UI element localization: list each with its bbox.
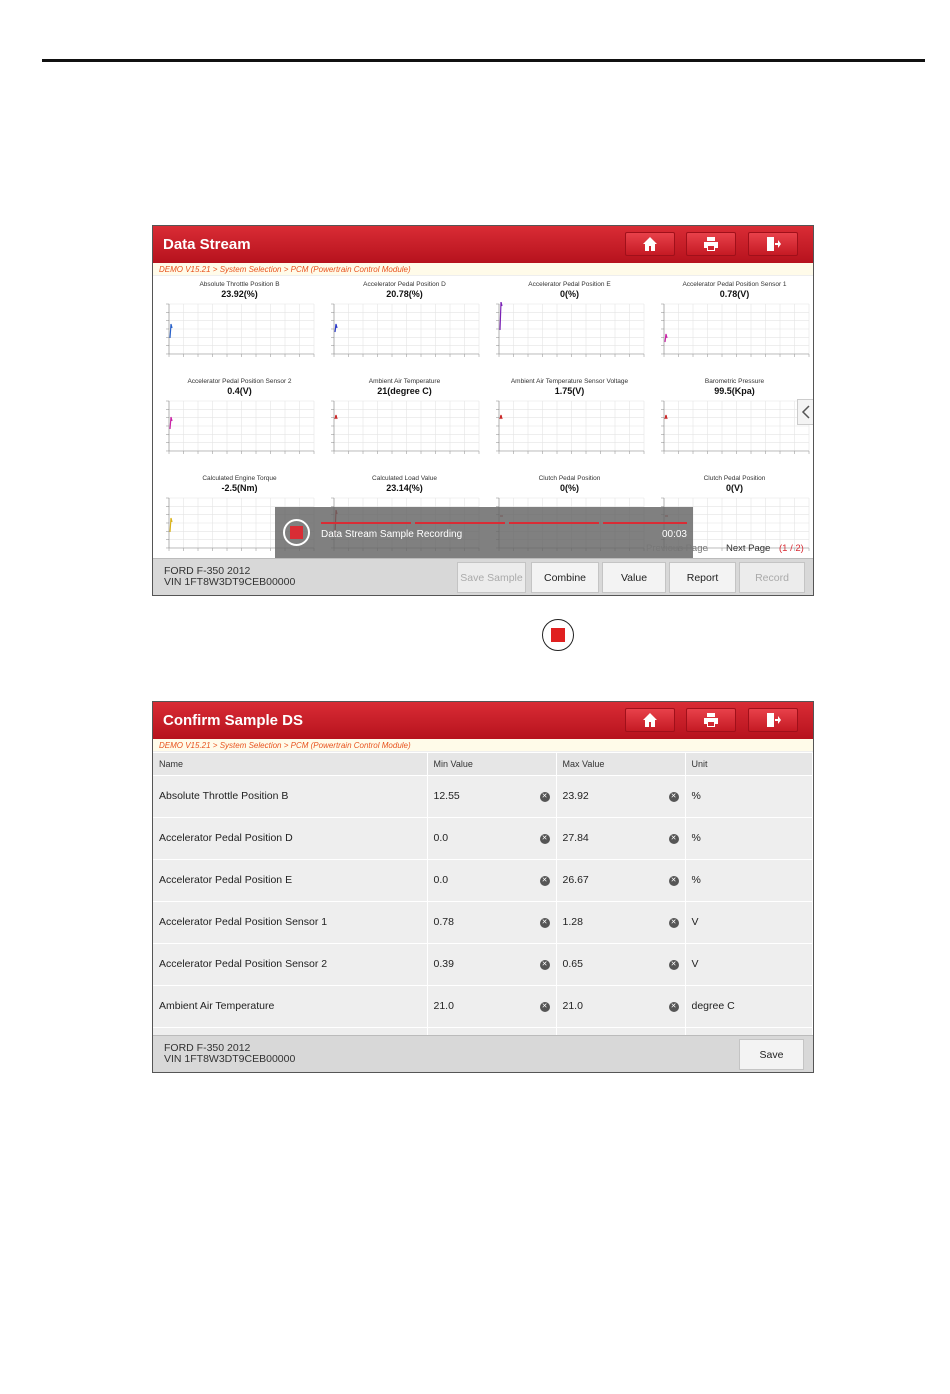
table-row	[153, 859, 813, 901]
mini-graph	[328, 399, 480, 459]
vehicle-vin: VIN 1FT8W3DT9CEB00000	[164, 576, 296, 588]
parameter-name: Accelerator Pedal Position Sensor 2	[187, 378, 292, 385]
parameter-value: -2.5(Nm)	[221, 483, 258, 493]
mini-graph	[163, 399, 315, 459]
parameter-name: Clutch Pedal Position	[538, 475, 601, 482]
data-stream-cell[interactable]	[652, 373, 814, 470]
clear-icon[interactable]: ✕	[540, 792, 550, 802]
print-button[interactable]	[686, 232, 736, 256]
min-value-field[interactable]	[427, 817, 556, 859]
print-icon	[703, 712, 719, 728]
footer-bar	[153, 1035, 813, 1072]
column-header-unit: Unit	[685, 753, 813, 775]
page-title: Confirm Sample DS	[163, 712, 304, 729]
clear-icon[interactable]: ✕	[540, 876, 550, 886]
parameter-value: 0(V)	[725, 483, 743, 493]
parameter-name: Absolute Throttle Position B	[199, 281, 280, 288]
page-title: Data Stream	[163, 236, 251, 253]
signal-trace	[665, 415, 667, 419]
row-unit: V	[685, 901, 813, 943]
title-bar	[153, 702, 813, 739]
vehicle-vin: VIN 1FT8W3DT9CEB00000	[164, 1053, 296, 1065]
clear-icon[interactable]: ✕	[669, 834, 679, 844]
clear-icon[interactable]: ✕	[669, 960, 679, 970]
parameter-name: Barometric Pressure	[704, 378, 765, 385]
max-value: 26.67	[562, 874, 589, 886]
mini-graph	[493, 399, 645, 459]
recording-label: Data Stream Sample Recording	[321, 529, 463, 540]
max-value: 21.0	[562, 1000, 583, 1012]
row-name: Accelerator Pedal Position D	[153, 817, 427, 859]
home-icon	[642, 236, 658, 252]
signal-trace	[170, 324, 172, 338]
max-value: 0.65	[562, 958, 583, 970]
parameter-name: Accelerator Pedal Position Sensor 1	[682, 281, 787, 288]
parameter-name: Ambient Air Temperature	[368, 378, 441, 385]
parameter-value: 20.78(%)	[386, 289, 423, 299]
parameter-name: Accelerator Pedal Position E	[528, 281, 611, 288]
value-button[interactable]: Value	[602, 562, 666, 593]
clear-icon[interactable]: ✕	[669, 876, 679, 886]
mini-graph	[658, 399, 810, 459]
table-header-row	[153, 753, 813, 775]
stop-icon	[290, 526, 303, 539]
column-header-max: Max Value	[556, 753, 685, 775]
table-row	[153, 901, 813, 943]
parameter-value: 0(%)	[559, 289, 579, 299]
page-indicator: (1 / 2)	[779, 543, 804, 554]
confirm-sample-screen	[152, 701, 814, 1073]
report-button[interactable]: Report	[669, 562, 736, 593]
signal-trace	[170, 417, 172, 429]
row-unit: degree C	[685, 985, 813, 1027]
parameter-value: 23.14(%)	[386, 483, 423, 493]
min-value-field[interactable]	[427, 859, 556, 901]
data-stream-cell[interactable]	[322, 373, 487, 470]
min-value: 0.0	[433, 832, 449, 844]
exit-button[interactable]	[748, 708, 798, 732]
parameter-name: Clutch Pedal Position	[703, 475, 766, 482]
parameter-name: Ambient Air Temperature Sensor Voltage	[510, 378, 629, 385]
vehicle-info	[164, 566, 295, 588]
parameter-value: 1.75(V)	[554, 386, 585, 396]
row-unit: %	[685, 817, 813, 859]
print-icon	[703, 236, 719, 252]
save-button[interactable]: Save	[739, 1039, 804, 1070]
next-page-link[interactable]: Next Page	[726, 543, 771, 554]
min-value: 0.78	[433, 916, 454, 928]
parameter-value: 0.4(V)	[227, 386, 252, 396]
column-header-name: Name	[153, 753, 427, 775]
data-stream-cell[interactable]	[487, 276, 652, 373]
clear-icon[interactable]: ✕	[540, 834, 550, 844]
home-icon	[642, 712, 658, 728]
table-row	[153, 775, 813, 817]
table-row	[153, 817, 813, 859]
clear-icon[interactable]: ✕	[540, 1002, 550, 1012]
home-button[interactable]	[625, 708, 675, 732]
recording-overlay	[275, 507, 693, 558]
column-header-min: Min Value	[427, 753, 556, 775]
vehicle-info	[164, 1043, 295, 1065]
stop-recording-icon-illustration	[542, 619, 574, 651]
min-value: 0.39	[433, 958, 454, 970]
max-value-field[interactable]	[556, 817, 685, 859]
signal-trace	[335, 324, 337, 332]
mini-graph	[328, 302, 480, 362]
max-value: 27.84	[562, 832, 589, 844]
footer-bar	[153, 558, 813, 595]
signal-trace	[500, 302, 502, 330]
row-name: Ambient Air Temperature	[153, 985, 427, 1027]
clear-icon[interactable]: ✕	[540, 960, 550, 970]
title-bar	[153, 226, 813, 263]
parameter-name: Calculated Engine Torque	[202, 475, 277, 482]
row-name: Accelerator Pedal Position E	[153, 859, 427, 901]
max-value-field[interactable]	[556, 901, 685, 943]
vehicle-model: FORD F-350 2012	[164, 1042, 251, 1054]
side-panel-toggle[interactable]	[797, 399, 813, 425]
min-value: 12.55	[433, 790, 460, 802]
clear-icon[interactable]: ✕	[540, 918, 550, 928]
parameter-value: 21(degree C)	[377, 386, 432, 396]
record-button[interactable]: Record	[739, 562, 805, 593]
clear-icon[interactable]: ✕	[669, 1002, 679, 1012]
signal-trace	[665, 334, 667, 342]
min-value-field[interactable]	[427, 985, 556, 1027]
combine-button[interactable]: Combine	[531, 562, 599, 593]
max-value: 1.28	[562, 916, 583, 928]
data-stream-screen	[152, 225, 814, 596]
min-value-field[interactable]	[427, 901, 556, 943]
data-stream-cell[interactable]	[322, 276, 487, 373]
table-body	[153, 775, 813, 1069]
signal-trace	[335, 415, 337, 419]
vehicle-model: FORD F-350 2012	[164, 565, 251, 577]
parameter-name: Accelerator Pedal Position D	[363, 281, 446, 288]
exit-button[interactable]	[748, 232, 798, 256]
recording-progress	[321, 522, 687, 524]
mini-graph	[493, 302, 645, 362]
table-row	[153, 985, 813, 1027]
max-value: 23.92	[562, 790, 589, 802]
save-sample-button[interactable]: Save Sample	[457, 562, 526, 593]
parameter-value: 23.92(%)	[221, 289, 258, 299]
data-stream-cell[interactable]	[157, 276, 322, 373]
row-unit: %	[685, 775, 813, 817]
table-row	[153, 943, 813, 985]
max-value-field[interactable]	[556, 859, 685, 901]
parameter-value: 0.78(V)	[719, 289, 750, 299]
recording-timer: 00:03	[661, 529, 687, 540]
breadcrumb: DEMO V15.21 > System Selection > PCM (Powertrain Control Module)	[153, 739, 813, 752]
row-name: Accelerator Pedal Position Sensor 2	[153, 943, 427, 985]
parameter-value: 0(%)	[559, 483, 579, 493]
row-unit: %	[685, 859, 813, 901]
exit-icon	[765, 236, 781, 252]
clear-icon[interactable]: ✕	[669, 792, 679, 802]
mini-graph	[658, 302, 810, 362]
row-name: Accelerator Pedal Position Sensor 1	[153, 901, 427, 943]
signal-trace	[500, 415, 502, 419]
clear-icon[interactable]: ✕	[669, 918, 679, 928]
page-rule	[42, 59, 925, 62]
max-value-field[interactable]	[556, 985, 685, 1027]
max-value-field[interactable]	[556, 943, 685, 985]
row-name: Absolute Throttle Position B	[153, 775, 427, 817]
chevron-left-icon	[801, 405, 811, 419]
min-value: 21.0	[433, 1000, 454, 1012]
data-stream-cell[interactable]	[487, 373, 652, 470]
parameter-name: Calculated Load Value	[372, 475, 437, 482]
min-value-field[interactable]	[427, 943, 556, 985]
data-stream-cell[interactable]	[157, 373, 322, 470]
signal-trace	[170, 518, 172, 532]
max-value-field[interactable]	[556, 775, 685, 817]
row-unit: V	[685, 943, 813, 985]
previous-page-link[interactable]: Previous Page	[646, 543, 708, 554]
mini-graph	[163, 302, 315, 362]
print-button[interactable]	[686, 708, 736, 732]
parameter-value: 99.5(Kpa)	[714, 386, 755, 396]
exit-icon	[765, 712, 781, 728]
min-value: 0.0	[433, 874, 449, 886]
stop-recording-button[interactable]	[283, 519, 310, 546]
sample-table	[153, 753, 813, 1069]
data-stream-cell[interactable]	[652, 276, 814, 373]
min-value-field[interactable]	[427, 775, 556, 817]
stop-icon	[551, 628, 565, 642]
breadcrumb: DEMO V15.21 > System Selection > PCM (Powertrain Control Module)	[153, 263, 813, 276]
home-button[interactable]	[625, 232, 675, 256]
